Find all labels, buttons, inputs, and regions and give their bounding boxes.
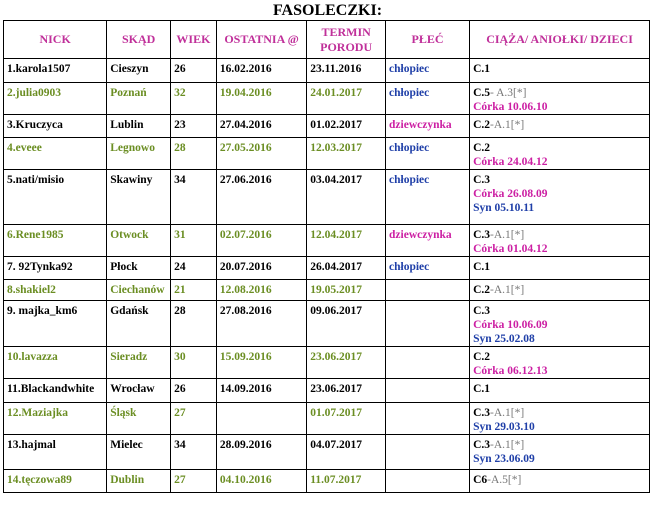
- child-entry: Córka 10.06.09: [473, 319, 548, 331]
- cell-wiek: 23: [171, 115, 217, 138]
- cell-nick: 8.shakiel2: [4, 280, 107, 301]
- cell-wiek: 27: [171, 470, 217, 493]
- cell-sklad: Wrocław: [107, 379, 171, 403]
- cell-sklad: Sieradz: [107, 347, 171, 379]
- cell-sklad: Skawiny: [107, 170, 171, 225]
- table-row: [4, 115, 650, 138]
- child-entry: Córka 10.06.10: [473, 101, 548, 113]
- table-row: [4, 83, 650, 115]
- cell-termin: 01.02.2017: [307, 115, 386, 138]
- cell-nick: 2.julia0903: [4, 83, 107, 115]
- cell-ostatnia: 27.04.2016: [216, 115, 306, 138]
- cell-termin: 23.06.2017: [307, 379, 386, 403]
- angels-count: -A.1[*]: [490, 119, 525, 131]
- cell-sklad: Mielec: [107, 435, 171, 470]
- cell-ciaza: [470, 379, 650, 403]
- pregnancy-count: C.3: [473, 407, 491, 419]
- cell-ostatnia: 04.10.2016: [216, 470, 306, 493]
- cell-ostatnia: 20.07.2016: [216, 257, 306, 280]
- table-row: [4, 379, 650, 403]
- cell-ostatnia: 02.07.2016: [216, 225, 306, 257]
- cell-sklad: Cieszyn: [107, 59, 171, 83]
- cell-ostatnia: 27.06.2016: [216, 170, 306, 225]
- angels-count: -A.1[*]: [490, 407, 525, 419]
- column-header-ostatnia: OSTATNIA @: [216, 21, 306, 59]
- pregnancy-line: [473, 350, 646, 364]
- child-entry: Syn 05.10.11: [473, 202, 535, 214]
- pregnancy-line: [473, 304, 646, 318]
- pregnancy-line: [473, 62, 646, 76]
- angels-count: - A.3[*]: [490, 87, 527, 99]
- cell-nick: 14.tęczowa89: [4, 470, 107, 493]
- angels-count: -A.1[*]: [490, 229, 525, 241]
- cell-sklad: Gdańsk: [107, 301, 171, 347]
- angels-count: -A.1[*]: [490, 284, 525, 296]
- cell-wiek: 32: [171, 83, 217, 115]
- pregnancy-line: [473, 473, 646, 487]
- cell-nick: 5.nati/misio: [4, 170, 107, 225]
- cell-nick: 4.eveee: [4, 138, 107, 170]
- cell-termin: 09.06.2017: [307, 301, 386, 347]
- table-row: [4, 59, 650, 83]
- cell-nick: 12.Maziajka: [4, 403, 107, 435]
- column-header-termin: TERMIN PORODU: [307, 21, 386, 59]
- column-header-ciaza: CIĄŻA/ ANIOŁKI/ DZIECI: [470, 21, 650, 59]
- pregnancy-count: C.1: [473, 63, 491, 75]
- pregnancy-line: [473, 173, 646, 187]
- cell-plec: [386, 470, 470, 493]
- pregnancy-count: C.3: [473, 305, 491, 317]
- cell-plec: dziewczynka: [386, 225, 470, 257]
- child-entry: Córka 24.04.12: [473, 156, 548, 168]
- pregnancy-line: [473, 438, 646, 452]
- cell-ciaza: [470, 301, 650, 347]
- cell-plec: chłopiec: [386, 83, 470, 115]
- cell-plec: [386, 280, 470, 301]
- pregnancy-count: C.1: [473, 261, 491, 273]
- angels-count: -A.1[*]: [490, 439, 525, 451]
- child-entry: Syn 25.02.08: [473, 333, 535, 345]
- cell-nick: 10.lavazza: [4, 347, 107, 379]
- pregnancy-line: [473, 141, 646, 155]
- cell-plec: dziewczynka: [386, 115, 470, 138]
- cell-termin: 03.04.2017: [307, 170, 386, 225]
- cell-plec: [386, 301, 470, 347]
- cell-nick: 9. majka_km6: [4, 301, 107, 347]
- pregnancy-count: C.5: [473, 87, 491, 99]
- cell-sklad: Śląsk: [107, 403, 171, 435]
- pregnancy-count: C.2: [473, 142, 491, 154]
- table-row: [4, 301, 650, 347]
- cell-ostatnia: 19.04.2016: [216, 83, 306, 115]
- cell-termin: 26.04.2017: [307, 257, 386, 280]
- cell-ciaza: [470, 257, 650, 280]
- cell-sklad: Płock: [107, 257, 171, 280]
- column-header-nick: NICK: [4, 21, 107, 59]
- angels-count: -A.5[*]: [487, 474, 522, 486]
- cell-sklad: Otwock: [107, 225, 171, 257]
- table-header-row: [4, 21, 650, 59]
- cell-ciaza: [470, 280, 650, 301]
- cell-ciaza: [470, 83, 650, 115]
- table-row: [4, 347, 650, 379]
- cell-ciaza: [470, 138, 650, 170]
- cell-plec: chłopiec: [386, 170, 470, 225]
- pregnancy-count: C.2: [473, 351, 491, 363]
- cell-ostatnia: 28.09.2016: [216, 435, 306, 470]
- cell-wiek: 21: [171, 280, 217, 301]
- cell-sklad: Legnowo: [107, 138, 171, 170]
- column-header-sklad: SKĄD: [107, 21, 171, 59]
- cell-sklad: Dublin: [107, 470, 171, 493]
- cell-ciaza: [470, 347, 650, 379]
- cell-ciaza: [470, 225, 650, 257]
- table-row: [4, 280, 650, 301]
- cell-nick: 13.hajmal: [4, 435, 107, 470]
- cell-wiek: 28: [171, 138, 217, 170]
- cell-ostatnia: 16.02.2016: [216, 59, 306, 83]
- cell-wiek: 28: [171, 301, 217, 347]
- pregnancy-count: C.1: [473, 383, 491, 395]
- cell-termin: 12.03.2017: [307, 138, 386, 170]
- cell-sklad: Poznań: [107, 83, 171, 115]
- child-entry: Córka 06.12.13: [473, 365, 548, 377]
- cell-nick: 7. 92Tynka92: [4, 257, 107, 280]
- cell-wiek: 24: [171, 257, 217, 280]
- cell-nick: 3.Kruczyca: [4, 115, 107, 138]
- table-row: [4, 225, 650, 257]
- cell-plec: [386, 403, 470, 435]
- cell-ostatnia: 27.08.2016: [216, 301, 306, 347]
- cell-ciaza: [470, 115, 650, 138]
- pregnancy-line: [473, 382, 646, 396]
- pregnancy-count: C6: [473, 474, 488, 486]
- cell-termin: 23.11.2016: [307, 59, 386, 83]
- cell-ostatnia: 14.09.2016: [216, 379, 306, 403]
- cell-plec: [386, 347, 470, 379]
- cell-wiek: 26: [171, 379, 217, 403]
- cell-plec: chłopiec: [386, 138, 470, 170]
- pregnancy-line: [473, 260, 646, 274]
- table-row: [4, 435, 650, 470]
- cell-plec: [386, 379, 470, 403]
- cell-ciaza: [470, 170, 650, 225]
- cell-plec: [386, 435, 470, 470]
- pregnancy-line: [473, 283, 646, 297]
- cell-termin: 12.04.2017: [307, 225, 386, 257]
- table-row: [4, 170, 650, 225]
- child-entry: Syn 23.06.09: [473, 453, 535, 465]
- cell-ciaza: [470, 403, 650, 435]
- cell-wiek: 31: [171, 225, 217, 257]
- column-header-wiek: WIEK: [171, 21, 217, 59]
- cell-termin: 01.07.2017: [307, 403, 386, 435]
- column-header-plec: PŁEĆ: [386, 21, 470, 59]
- cell-termin: 04.07.2017: [307, 435, 386, 470]
- cell-ciaza: [470, 435, 650, 470]
- child-entry: Syn 29.03.10: [473, 421, 535, 433]
- table-row: [4, 257, 650, 280]
- pregnancy-line: [473, 406, 646, 420]
- cell-termin: 24.01.2017: [307, 83, 386, 115]
- cell-sklad: Ciechanów: [107, 280, 171, 301]
- cell-wiek: 30: [171, 347, 217, 379]
- pregnancy-count: C.2: [473, 284, 491, 296]
- child-entry: Córka 01.04.12: [473, 243, 548, 255]
- cell-termin: 19.05.2017: [307, 280, 386, 301]
- pregnancy-line: [473, 86, 646, 100]
- cell-wiek: 34: [171, 435, 217, 470]
- cell-ostatnia: 12.08.2016: [216, 280, 306, 301]
- table-row: [4, 470, 650, 493]
- cell-nick: 1.karola1507: [4, 59, 107, 83]
- child-entry: Córka 26.08.09: [473, 188, 548, 200]
- cell-ostatnia: [216, 403, 306, 435]
- cell-ciaza: [470, 470, 650, 493]
- cell-nick: 11.Blackandwhite: [4, 379, 107, 403]
- cell-termin: 23.06.2017: [307, 347, 386, 379]
- cell-termin: 11.07.2017: [307, 470, 386, 493]
- cell-ostatnia: 15.09.2016: [216, 347, 306, 379]
- cell-wiek: 34: [171, 170, 217, 225]
- members-table: [3, 20, 650, 493]
- cell-wiek: 27: [171, 403, 217, 435]
- cell-nick: 6.Rene1985: [4, 225, 107, 257]
- cell-ciaza: [470, 59, 650, 83]
- pregnancy-count: C.3: [473, 174, 491, 186]
- cell-ostatnia: 27.05.2016: [216, 138, 306, 170]
- pregnancy-count: C.3: [473, 229, 491, 241]
- pregnancy-count: C.2: [473, 119, 491, 131]
- table-row: [4, 138, 650, 170]
- page-title: FASOLECZKI:: [272, 2, 383, 19]
- cell-plec: chłopiec: [386, 59, 470, 83]
- pregnancy-line: [473, 228, 646, 242]
- cell-plec: chłopiec: [386, 257, 470, 280]
- table-row: [4, 403, 650, 435]
- cell-sklad: Lublin: [107, 115, 171, 138]
- cell-wiek: 26: [171, 59, 217, 83]
- pregnancy-line: [473, 118, 646, 132]
- pregnancy-count: C.3: [473, 439, 491, 451]
